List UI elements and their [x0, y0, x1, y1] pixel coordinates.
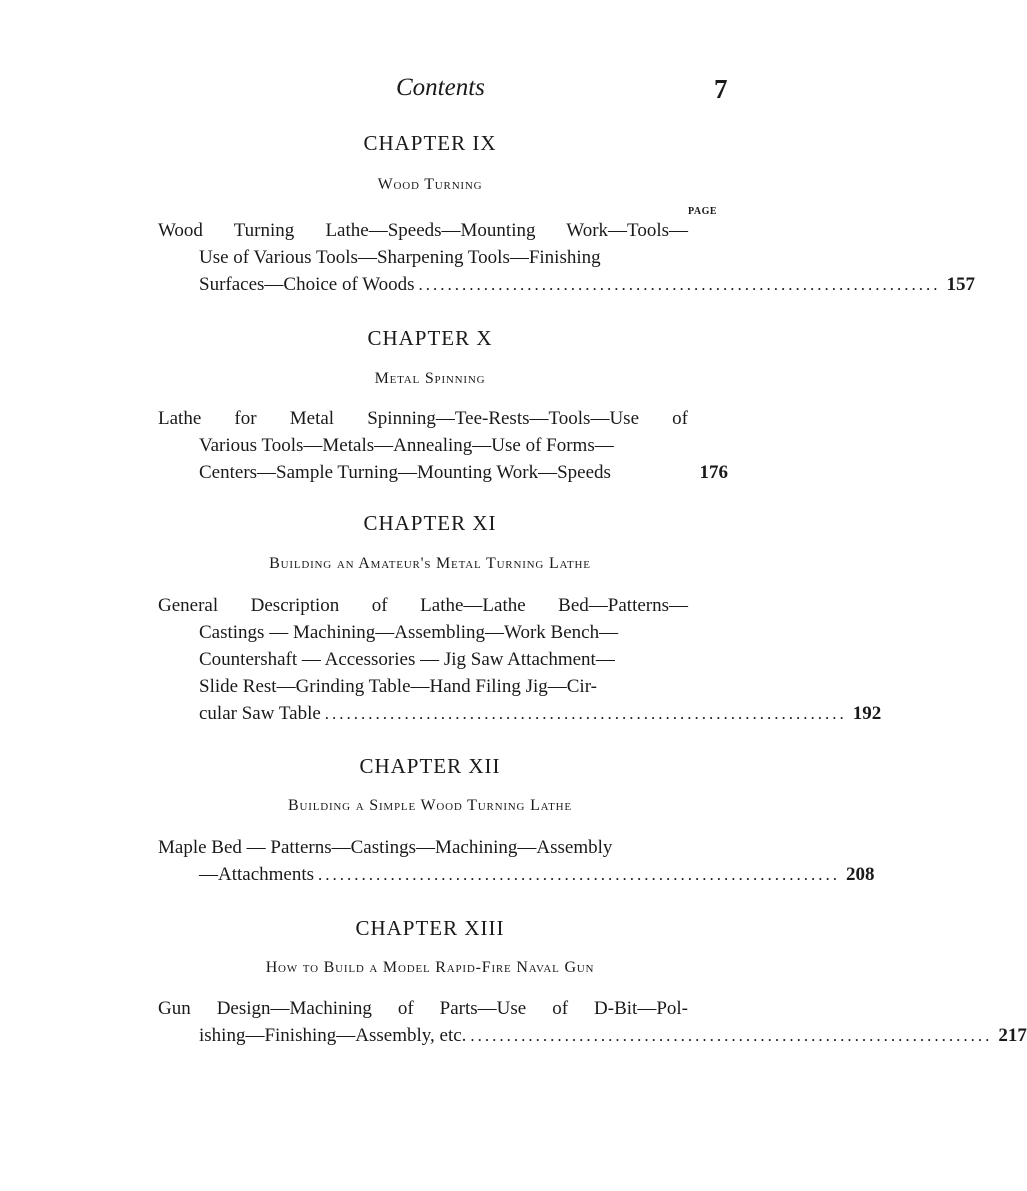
toc-line: ishing—Finishing—Assembly, etc.: [199, 1025, 467, 1046]
toc-line: Castings — Machining—Assembling—Work Bench—: [199, 622, 619, 643]
toc-page-number: 208: [846, 864, 875, 885]
toc-line: Countershaft — Accessories — Jig Saw Attachment—: [199, 649, 615, 670]
running-head: [0, 74, 840, 110]
toc-page-number: 157: [946, 274, 976, 295]
chapter-heading: CHAPTER IX: [363, 131, 497, 155]
dot-leader: ........................................................................: [470, 1026, 993, 1045]
toc-entry: [158, 405, 728, 486]
toc-page-number: 192: [852, 703, 882, 724]
dot-leader: ........................................................................: [324, 704, 847, 723]
toc-line-leader: [158, 271, 976, 298]
toc-line: —Attachments: [199, 864, 315, 885]
page-column-label: PAGE: [688, 206, 718, 217]
toc-line: General Description of Lathe—Lathe Bed—Patterns—: [158, 595, 688, 616]
toc-page-number: 217: [998, 1025, 1027, 1046]
dot-leader: ........................................................................: [318, 865, 841, 884]
chapter-heading: CHAPTER X: [367, 326, 493, 350]
toc-line: Maple Bed — Patterns—Castings—Machining—Assembly: [158, 837, 613, 858]
toc-entry: [158, 995, 1027, 1049]
chapter-heading: CHAPTER XI: [363, 511, 497, 535]
toc-line-leader: [158, 1022, 1027, 1049]
toc-page-number: 176: [699, 462, 728, 483]
page-number: 7: [714, 74, 728, 104]
chapter-subtitle: How to Build a Model Rapid-Fire Naval Gun: [265, 959, 595, 976]
chapter-subtitle: Building a Simple Wood Turning Lathe: [288, 797, 572, 814]
toc-line-with-page: [158, 459, 728, 486]
toc-entry: [158, 592, 882, 727]
toc-line: Gun Design—Machining of Parts—Use of D-Bit—Pol-: [158, 998, 688, 1019]
toc-entry: [158, 834, 875, 888]
toc-line-leader: [158, 700, 882, 727]
chapter-subtitle: Wood Turning: [377, 176, 483, 193]
toc-line: Surfaces—Choice of Woods: [199, 274, 415, 295]
toc-line: Use of Various Tools—Sharpening Tools—Finishing: [199, 247, 601, 268]
dot-leader: ........................................................................: [418, 275, 941, 294]
toc-line: Lathe for Metal Spinning—Tee-Rests—Tools—Use of: [158, 408, 688, 429]
toc-line: Centers—Sample Turning—Mounting Work—Speeds: [199, 462, 611, 483]
toc-line: Various Tools—Metals—Annealing—Use of Forms—: [199, 435, 614, 456]
chapter-heading: CHAPTER XII: [359, 754, 501, 778]
chapter-heading: CHAPTER XIII: [355, 916, 505, 940]
toc-line-leader: [158, 861, 875, 888]
toc-entry: [158, 217, 976, 298]
toc-line: Wood Turning Lathe—Speeds—Mounting Work—Tools—: [158, 220, 688, 241]
toc-line: Slide Rest—Grinding Table—Hand Filing Jig—Cir-: [199, 676, 597, 697]
running-head-title: Contents: [396, 74, 485, 101]
toc-line: cular Saw Table: [199, 703, 321, 724]
chapter-subtitle: Metal Spinning: [374, 370, 486, 387]
chapter-subtitle: Building an Amateur's Metal Turning Lathe: [269, 555, 591, 572]
